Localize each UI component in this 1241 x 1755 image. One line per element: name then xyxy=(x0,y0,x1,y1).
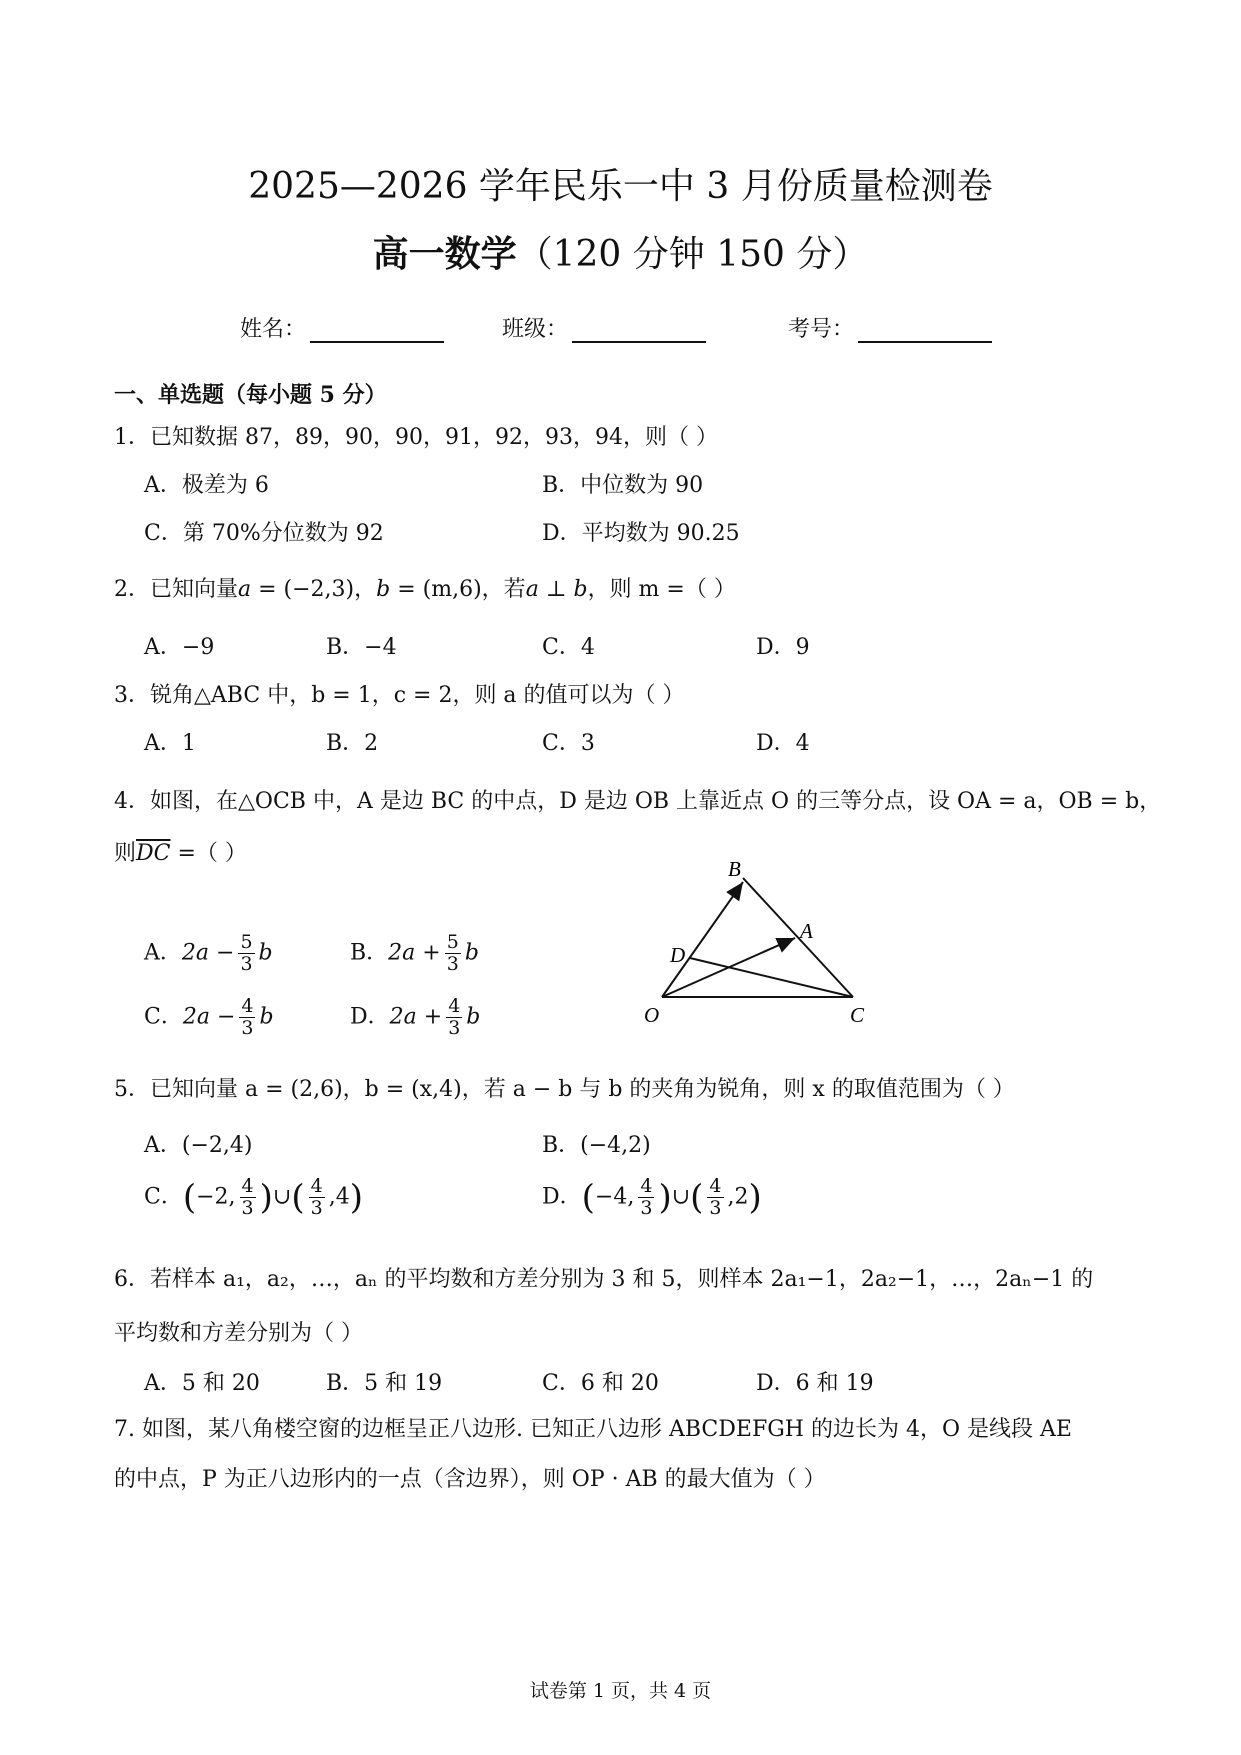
frac-num: 4 xyxy=(709,1175,722,1197)
q5-d-frac2 xyxy=(707,1176,723,1219)
q6-option-b: B．5 和 19 xyxy=(326,1371,443,1396)
q4-b-fraction xyxy=(445,932,461,975)
question-2 xyxy=(114,572,736,603)
frac-den: 3 xyxy=(241,1196,254,1219)
class-field[interactable] xyxy=(502,312,706,343)
frac-den: 3 xyxy=(640,1196,653,1219)
frac-den: 3 xyxy=(240,952,253,975)
q6-option-c: C．6 和 20 xyxy=(542,1371,659,1396)
question-4: 4．如图，在△OCB 中，A 是边 BC 的中点，D 是边 OB 上靠近点 O 的三等分点，设 OA = a，OB = b， xyxy=(114,789,1162,814)
q4-c-right: b xyxy=(259,1004,274,1030)
q4-b-label: B． xyxy=(350,940,389,966)
label-a: A xyxy=(800,919,813,943)
q4-b-left: 2a + xyxy=(388,940,441,966)
q2-prefix: 2．已知向量 xyxy=(114,577,238,602)
class-label: 班级： xyxy=(502,317,569,342)
q4-d-right: b xyxy=(466,1004,481,1030)
q4-d-left: 2a + xyxy=(389,1004,443,1030)
q5-c-frac1 xyxy=(240,1176,256,1219)
label-c: C xyxy=(850,1003,865,1027)
q2-part3: ，则 m =（ ） xyxy=(587,577,736,602)
q4-prefix: 则 xyxy=(114,841,137,866)
q4-suffix: =（ ） xyxy=(170,841,247,866)
exam-no-field[interactable] xyxy=(788,312,992,343)
q1-option-d: D．平均数为 90.25 xyxy=(542,521,740,546)
q3-option-a: A．1 xyxy=(144,731,196,756)
q3-option-b: B．2 xyxy=(326,731,379,756)
name-field[interactable] xyxy=(240,312,444,343)
q4-option-d xyxy=(350,996,480,1039)
q5-c-union: ∪ xyxy=(272,1184,292,1210)
q4-option-c xyxy=(144,996,274,1039)
name-label: 姓名： xyxy=(240,317,307,342)
q5-option-a: A．(−2,4) xyxy=(144,1133,253,1158)
q2-vector-a: a xyxy=(238,577,252,602)
q5-c-right: ,4 xyxy=(328,1184,350,1210)
q2-condition: a ⊥ b xyxy=(525,577,588,602)
question-1: 1．已知数据 87，89，90，90，91，92，93，94，则（ ） xyxy=(114,425,718,450)
question-6: 6．若样本 a₁，a₂，…，aₙ 的平均数和方差分别为 3 和 5，则样本 2a₁−1，2a₂−1，…，2aₙ−1 的 xyxy=(114,1267,1094,1292)
q5-c-frac2 xyxy=(309,1176,325,1219)
q2-option-a: A．−9 xyxy=(144,635,215,660)
question-4-line2 xyxy=(114,836,247,867)
frac-den: 3 xyxy=(448,1016,461,1039)
q4-d-label: D． xyxy=(350,1004,390,1030)
frac-num: 4 xyxy=(310,1175,323,1197)
q5-d-frac1 xyxy=(638,1176,654,1219)
frac-num: 4 xyxy=(448,995,461,1017)
q4-a-left: 2a − xyxy=(181,940,235,966)
frac-num: 5 xyxy=(446,931,459,953)
q2-part2: = (m,6)，若 xyxy=(390,577,526,602)
frac-num: 4 xyxy=(241,995,254,1017)
q2-option-c: C．4 xyxy=(542,635,595,660)
q4-a-right: b xyxy=(258,940,273,966)
frac-den: 3 xyxy=(709,1196,722,1219)
q5-d-left: −4, xyxy=(594,1184,635,1210)
q1-option-a: A．极差为 6 xyxy=(144,473,269,498)
frac-den: 3 xyxy=(241,1016,254,1039)
q2-option-d: D．9 xyxy=(756,635,810,660)
q6-option-a: A．5 和 20 xyxy=(144,1371,260,1396)
q5-option-d: D．(−4, $\frac{4}{3}$ )∪( $\frac{4}{3}$ ,2) xyxy=(542,1175,762,1219)
frac-num: 5 xyxy=(240,931,253,953)
q4-vector-dc: $\overline{DC}$ xyxy=(136,841,171,866)
segment-dc xyxy=(690,958,853,997)
segment-bc xyxy=(743,878,853,997)
exam-title: 2025—2026 学年民乐一中 3 月份质量检测卷 xyxy=(248,166,993,207)
frac-den: 3 xyxy=(310,1196,323,1219)
q5-option-c: C．(−2, $\frac{4}{3}$ )∪( $\frac{4}{3}$ ,4) xyxy=(144,1175,363,1219)
q5-d-label: D． xyxy=(542,1184,582,1210)
q5-option-b: B．(−4,2) xyxy=(542,1133,651,1158)
label-o: O xyxy=(644,1003,660,1027)
frac-num: 4 xyxy=(241,1175,254,1197)
q2-option-b: B．−4 xyxy=(326,635,397,660)
frac-num: 4 xyxy=(640,1175,653,1197)
label-d: D xyxy=(670,943,686,967)
q1-option-c: C．第 70%分位数为 92 xyxy=(144,521,384,546)
duration-score: （120 分钟 150 分） xyxy=(516,234,869,275)
exam-subtitle xyxy=(0,226,1241,277)
question-5: 5．已知向量 a = (2,6)，b = (x,4)，若 a − b 与 b 的夹角为锐角，则 x 的取值范围为（ ） xyxy=(114,1077,1015,1102)
q4-option-b xyxy=(350,932,479,975)
q3-option-d: D．4 xyxy=(756,731,810,756)
triangle-figure xyxy=(640,862,880,1032)
q6-option-d: D．6 和 19 xyxy=(756,1371,874,1396)
question-7: 7. 如图，某八角楼空窗的边框呈正八边形. 已知正八边形 ABCDEFGH 的边长为 4，O 是线段 AE xyxy=(114,1417,1072,1442)
q4-a-fraction xyxy=(238,932,254,975)
subject-label: 高一数学 xyxy=(372,233,517,275)
name-blank[interactable] xyxy=(310,319,444,343)
q5-c-left: −2, xyxy=(196,1184,236,1210)
q4-a-label: A． xyxy=(144,940,182,966)
q5-d-right: ,2 xyxy=(727,1184,749,1210)
exam-no-label: 考号： xyxy=(788,317,855,342)
q3-option-c: C．3 xyxy=(542,731,595,756)
label-b: B xyxy=(728,862,741,881)
frac-den: 3 xyxy=(446,952,459,975)
q5-d-union: ∪ xyxy=(671,1184,691,1210)
exam-no-blank[interactable] xyxy=(858,319,992,343)
q4-c-left: 2a − xyxy=(182,1004,236,1030)
q2-part1: = (−2,3)， xyxy=(251,577,377,602)
q4-b-right: b xyxy=(464,940,479,966)
class-blank[interactable] xyxy=(572,319,706,343)
page-footer: 试卷第 1 页，共 4 页 xyxy=(529,1680,712,1702)
q1-option-b: B．中位数为 90 xyxy=(542,473,704,498)
q4-d-fraction xyxy=(446,996,462,1039)
q5-c-label: C． xyxy=(144,1184,183,1210)
q4-c-label: C． xyxy=(144,1004,183,1030)
question-3: 3．锐角△ABC 中，b = 1，c = 2，则 a 的值可以为（ ） xyxy=(114,683,685,708)
q2-vector-b: b xyxy=(376,577,391,602)
q4-option-a xyxy=(144,932,273,975)
question-7-line2: 的中点，P 为正八边形内的一点（含边界），则 OP · AB 的最大值为（ ） xyxy=(114,1467,826,1492)
question-6-line2: 平均数和方差分别为（ ） xyxy=(114,1321,363,1346)
section-title: 一、单选题（每小题 5 分） xyxy=(114,382,387,408)
q4-c-fraction xyxy=(239,996,255,1039)
